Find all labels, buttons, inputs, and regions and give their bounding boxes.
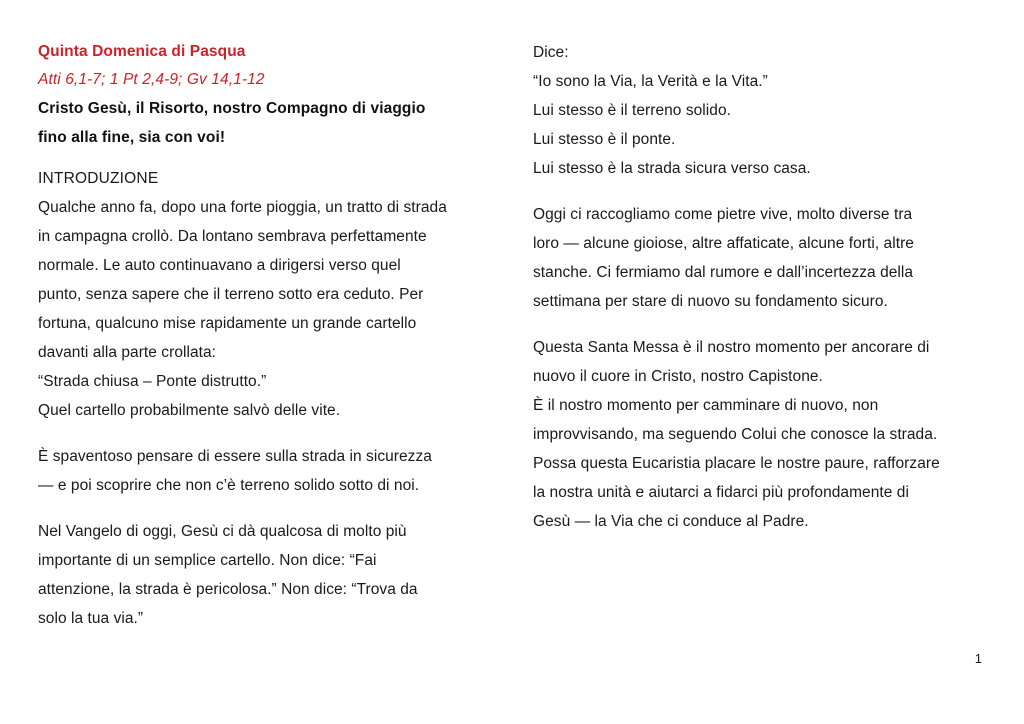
text-line: Nel Vangelo di oggi, Gesù ci dà qualcosa di molto più (38, 523, 407, 540)
paragraph-jesus-words (533, 38, 986, 183)
text-line-way-truth-life: “Io sono la Via, la Verità e la Vita.” (533, 73, 768, 90)
text-line: Lui stesso è la strada sicura verso casa. (533, 160, 811, 177)
page-number: 1 (974, 651, 982, 666)
right-column (533, 38, 986, 633)
text-line: Questa Santa Messa è il nostro momento per ancorare di (533, 339, 930, 356)
text-line: settimana per stare di nuovo su fondamento sicuro. (533, 293, 888, 310)
paragraph-living-stones (533, 200, 986, 316)
text-line: Gesù — la Via che ci conduce al Padre. (533, 513, 809, 530)
two-column-layout (38, 38, 986, 633)
scripture-reference: Atti 6,1-7; 1 Pt 2,4-9; Gv 14,1-12 (38, 71, 265, 88)
text-line: Dice: (533, 44, 569, 61)
text-line: la nostra unità e aiutarci a fidarci più profondamente di (533, 484, 909, 501)
text-line: fortuna, qualcuno mise rapidamente un grande cartello (38, 315, 417, 332)
text-line: Possa questa Eucaristia placare le nostre paure, rafforzare (533, 455, 940, 472)
text-line: Lui stesso è il terreno solido. (533, 102, 731, 119)
text-line: in campagna crollò. Da lontano sembrava perfettamente (38, 228, 427, 245)
text-line: Qualche anno fa, dopo una forte pioggia, un tratto di strada (38, 199, 447, 216)
page-title: Quinta Domenica di Pasqua (38, 43, 246, 60)
text-line: davanti alla parte crollata: (38, 344, 217, 361)
section-heading-introduzione: INTRODUZIONE (38, 170, 159, 187)
paragraph-gospel (38, 517, 500, 633)
text-line: — e poi scoprire che non c’è terreno solido sotto di noi. (38, 477, 420, 494)
text-line: Quel cartello probabilmente salvò delle vite. (38, 402, 341, 419)
text-line: importante di un semplice cartello. Non dice: “Fai (38, 552, 377, 569)
paragraph-reflection (38, 442, 500, 500)
theme-line-2: fino alla fine, sia con voi! (38, 129, 226, 146)
text-line: È spaventoso pensare di essere sulla strada in sicurezza (38, 448, 432, 465)
text-line: Oggi ci raccogliamo come pietre vive, molto diverse tra (533, 206, 913, 223)
text-line: Lui stesso è il ponte. (533, 131, 676, 148)
theme-line-1: Cristo Gesù, il Risorto, nostro Compagno di viaggio (38, 100, 426, 117)
text-line: punto, senza sapere che il terreno sotto era ceduto. Per (38, 286, 424, 303)
text-line: improvvisando, ma seguendo Colui che conosce la strada. (533, 426, 938, 443)
text-line: nuovo il cuore in Cristo, nostro Capistone. (533, 368, 823, 385)
paragraph-intro-story (38, 193, 500, 425)
text-line: loro — alcune gioiose, altre affaticate, alcune forti, altre (533, 235, 914, 252)
text-line: solo la tua via.” (38, 610, 144, 627)
text-line: attenzione, la strada è pericolosa.” Non dice: “Trova da (38, 581, 418, 598)
text-line: È il nostro momento per camminare di nuovo, non (533, 397, 879, 414)
paragraph-mass-closing (533, 333, 986, 536)
left-column (38, 38, 500, 633)
text-line: stanche. Ci fermiamo dal rumore e dall’incertezza della (533, 264, 914, 281)
text-line-sign-quote: “Strada chiusa – Ponte distrutto.” (38, 373, 267, 390)
text-line: normale. Le auto continuavano a dirigersi verso quel (38, 257, 401, 274)
